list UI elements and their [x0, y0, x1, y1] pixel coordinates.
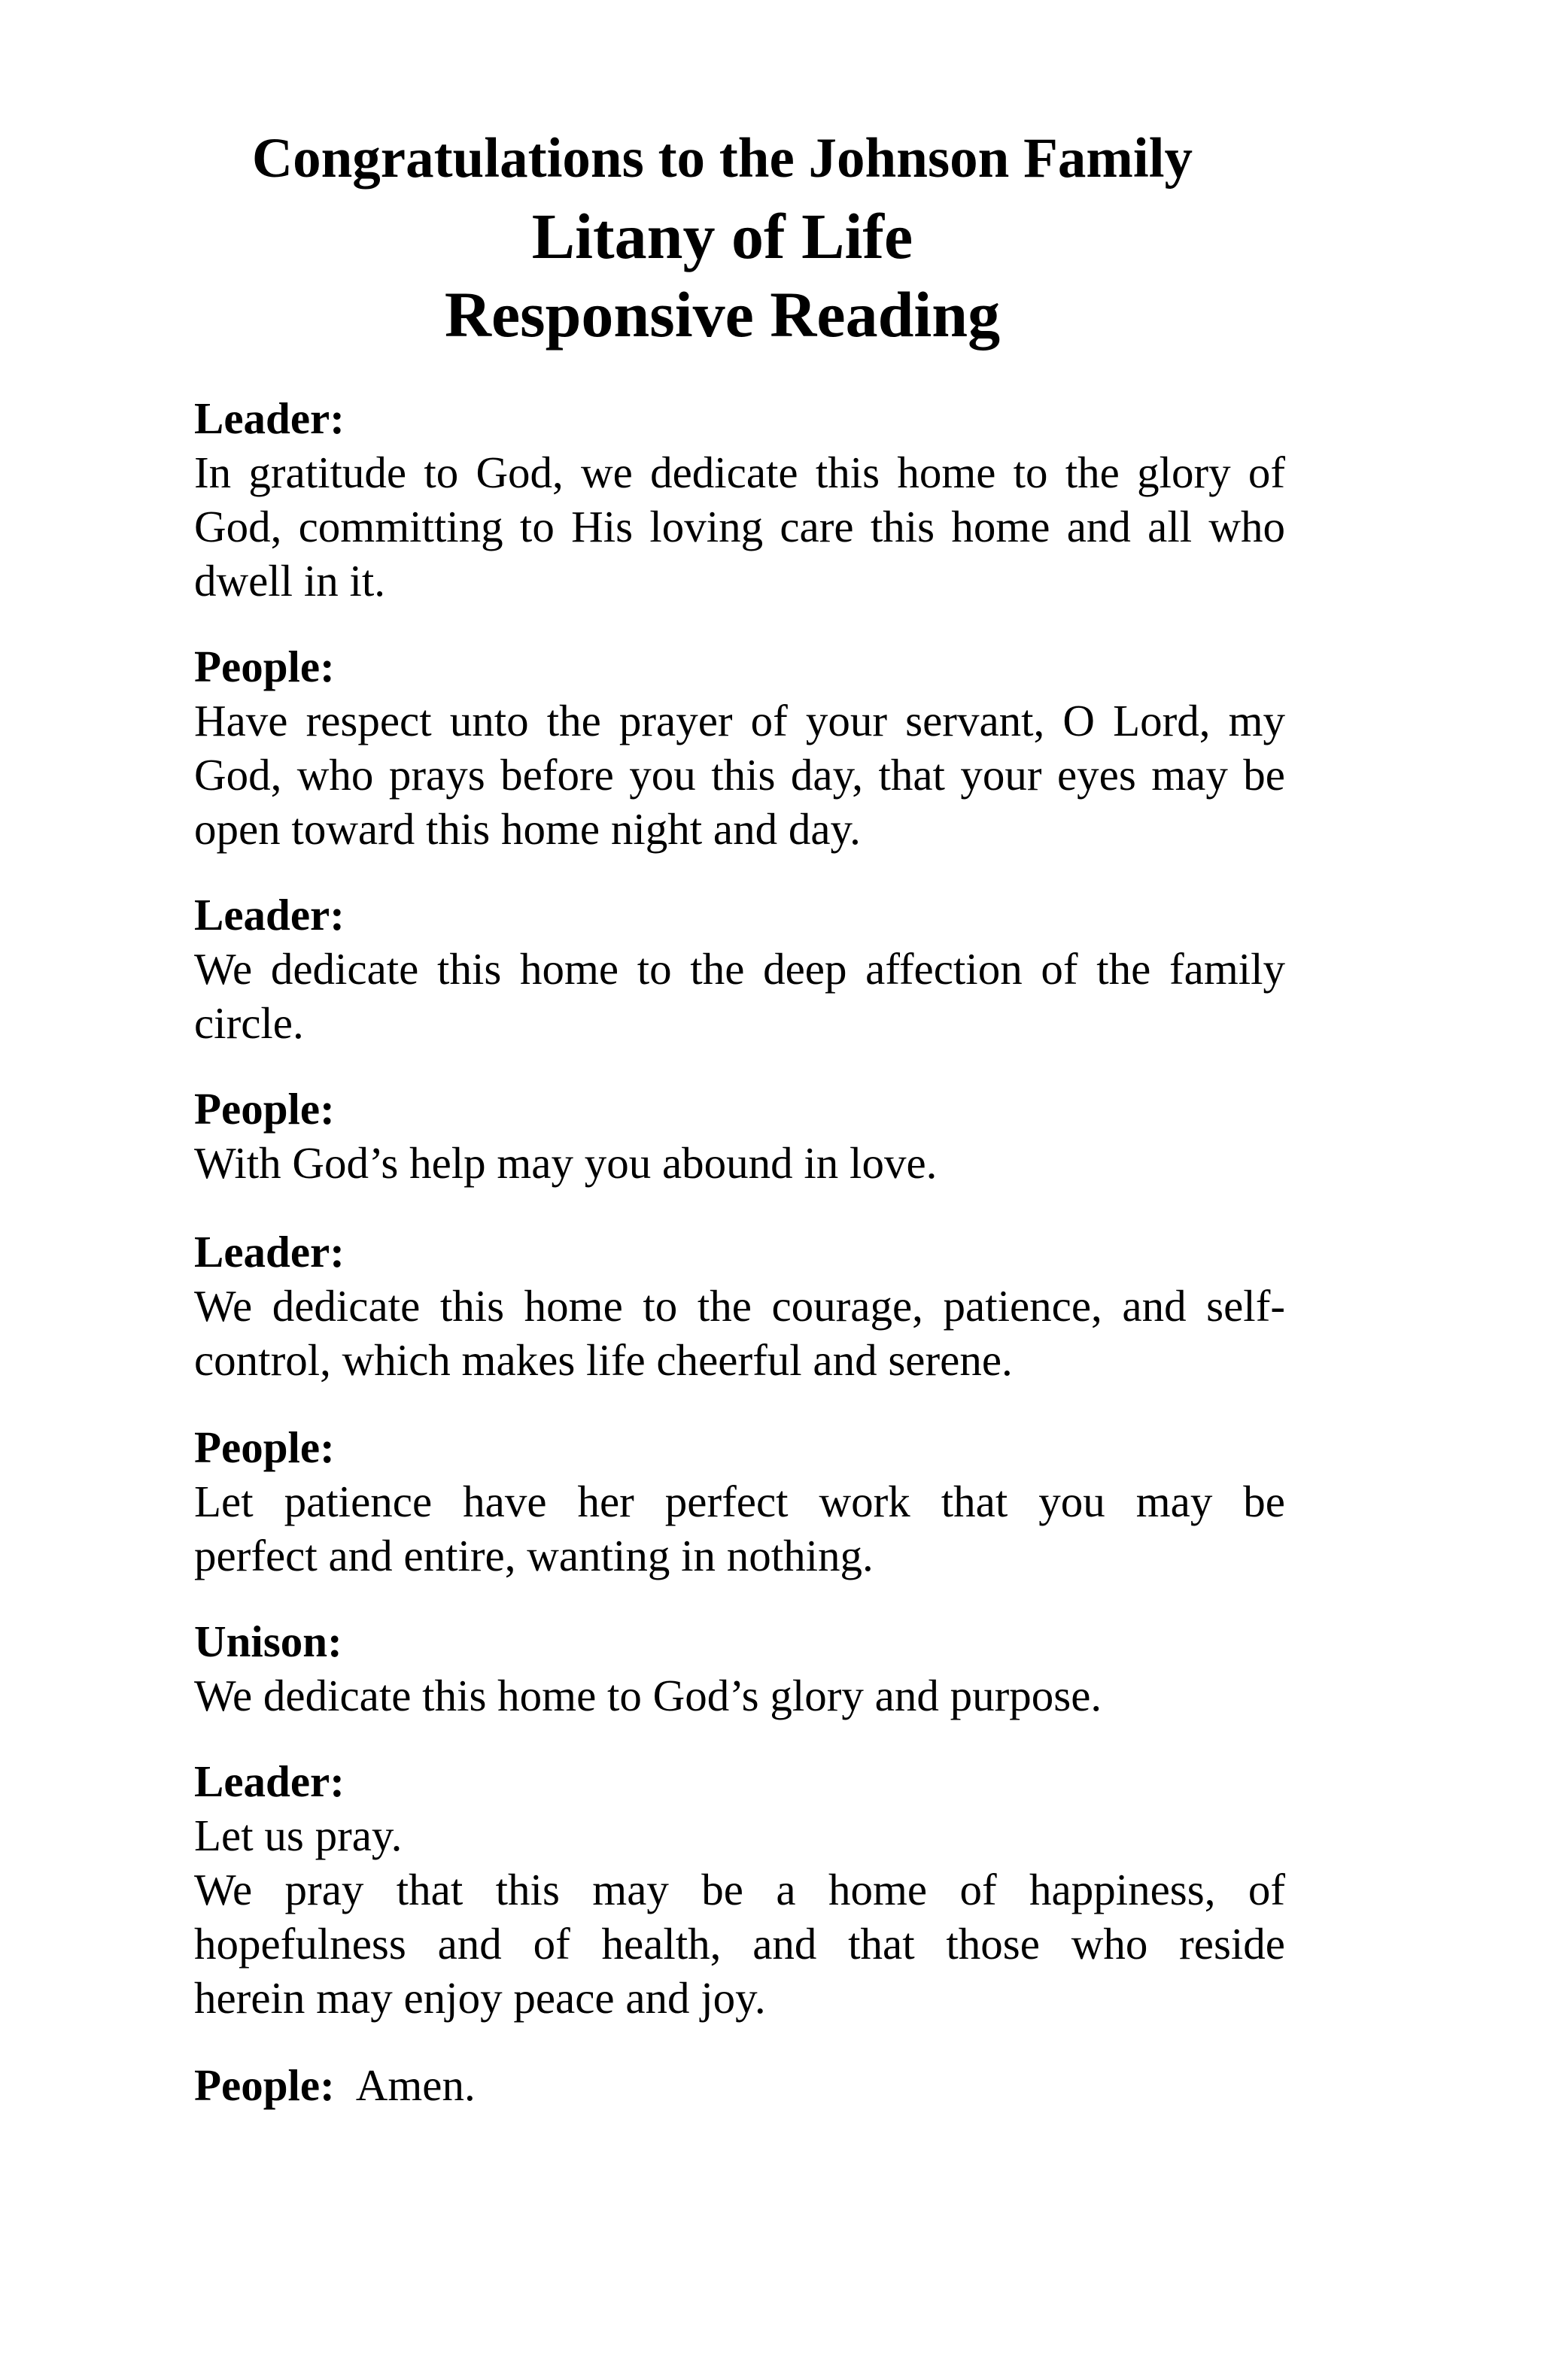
speaker-label: Unison: — [194, 1617, 342, 1666]
reading-line: Let patience have her perfect work that you may be — [194, 1477, 1285, 1526]
reading-line: dwell in it. — [194, 556, 386, 606]
reading-section — [194, 1225, 1285, 1387]
reading-line: We pray that this may be a home of happiness, of — [194, 1865, 1285, 1914]
speaker-label: Leader: — [194, 1756, 345, 1806]
reading-line: We dedicate this home to the courage, patience, and self- — [194, 1281, 1285, 1331]
reading-line: perfect and entire, wanting in nothing. — [194, 1531, 874, 1580]
reading-line: We dedicate this home to the deep affection of the family — [194, 944, 1285, 994]
reading-section — [194, 639, 1285, 856]
title-congratulations: Congratulations to the Johnson Family — [251, 127, 1193, 190]
reading-line: In gratitude to God, we dedicate this home to the glory of — [194, 448, 1285, 497]
reading-line: circle. — [194, 998, 304, 1048]
speaker-label: Leader: — [194, 890, 345, 940]
speaker-label: People: — [194, 1084, 335, 1134]
speaker-label: Leader: — [194, 1227, 345, 1277]
closing-section — [194, 2058, 1285, 2112]
reading-section — [194, 888, 1285, 1050]
reading-line: God, committing to His loving care this home and all who — [194, 502, 1285, 551]
reading-section — [194, 1614, 1285, 1723]
reading-line: open toward this home night and day. — [194, 804, 861, 854]
title-responsive-reading: Responsive Reading — [444, 278, 1001, 351]
closing-line — [194, 2058, 1285, 2112]
reading-section — [194, 391, 1285, 608]
reading-section — [194, 1420, 1285, 1583]
reading-line: herein may enjoy peace and joy. — [194, 1973, 766, 2023]
reading-section — [194, 1754, 1285, 2025]
closing-text: Amen. — [355, 2060, 476, 2110]
reading-line: We dedicate this home to God’s glory and purpose. — [194, 1671, 1102, 1720]
speaker-label: People: — [194, 2060, 335, 2110]
reading-line: hopefulness and of health, and that those who reside — [194, 1919, 1285, 1969]
reading-line: With God’s help may you abound in love. — [194, 1138, 938, 1188]
speaker-label: Leader: — [194, 393, 345, 443]
reading-line: control, which makes life cheerful and serene. — [194, 1335, 1013, 1385]
speaker-label: People: — [194, 1422, 335, 1472]
reading-section — [194, 1082, 1285, 1190]
reading-line: Let us pray. — [194, 1811, 403, 1860]
reading-line: God, who prays before you this day, that your eyes may be — [194, 750, 1285, 800]
speaker-label: People: — [194, 642, 335, 691]
title-litany-of-life: Litany of Life — [531, 200, 913, 272]
reading-line: Have respect unto the prayer of your servant, O Lord, my — [194, 696, 1285, 745]
